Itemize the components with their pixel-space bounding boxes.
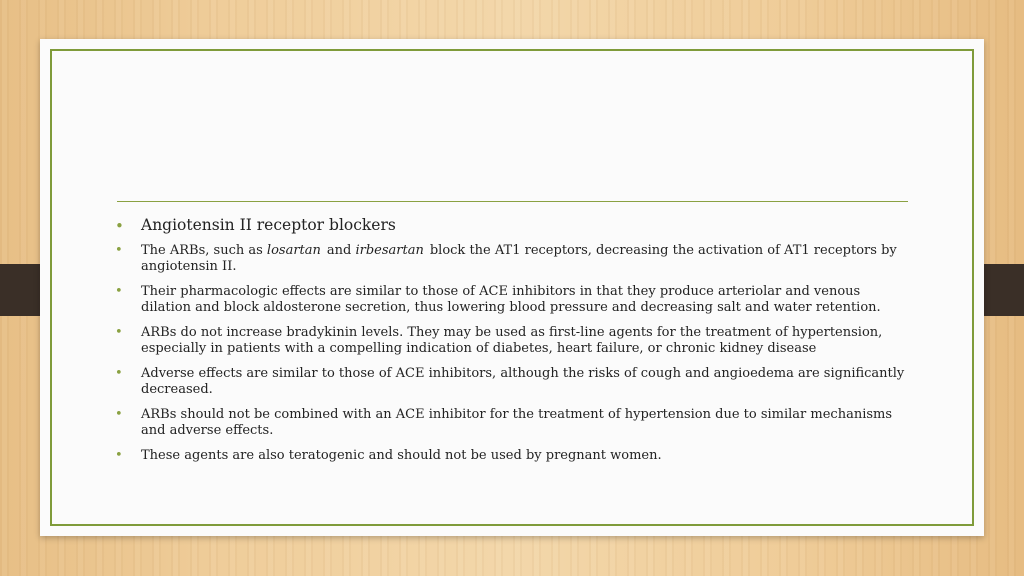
list-item	[113, 407, 913, 439]
list-item-heading	[113, 216, 913, 234]
list-item	[113, 366, 913, 398]
bullet-text: These agents are also teratogenic and should not be used by pregnant women.	[141, 448, 662, 463]
title-divider-line	[117, 201, 908, 202]
list-item	[113, 284, 913, 316]
bullet-list	[113, 216, 913, 473]
list-item	[113, 243, 913, 275]
bullet-text: The ARBs, such as	[141, 243, 267, 258]
bullet-text: and	[326, 243, 356, 258]
list-item	[113, 448, 913, 464]
list-item	[113, 325, 913, 357]
bullet-dot-icon: •	[115, 325, 123, 340]
bullet-dot-icon: •	[115, 448, 123, 463]
bullet-dot-icon: •	[115, 407, 123, 422]
bullet-text: ARBs do not increase bradykinin levels. They may be used as first-line agents for the treatment of hypertension, especially in patients with a compelling indication of diabetes, heart failure, or chronic kidney disease	[141, 325, 883, 356]
bullet-dot-icon: •	[115, 217, 124, 235]
drug-name-irbesartan: irbesartan	[355, 243, 424, 258]
slide-canvas	[40, 39, 984, 536]
section-heading: Angiotensin II receptor blockers	[141, 216, 396, 234]
bullet-dot-icon: •	[115, 243, 123, 258]
bullet-text: ARBs should not be combined with an ACE inhibitor for the treatment of hypertension due to similar mechanisms and adverse effects.	[141, 407, 893, 438]
bullet-dot-icon: •	[115, 366, 123, 381]
bullet-text: Adverse effects are similar to those of ACE inhibitors, although the risks of cough and angioedema are significantly decreased.	[141, 366, 905, 397]
bullet-text: Their pharmacologic effects are similar to those of ACE inhibitors in that they produce arteriolar and venous dilation and block aldosterone secretion, thus lowering blood pressure and decreasing salt and water retention.	[141, 284, 881, 315]
bullet-text: block the AT1 receptors, decreasing the activation of AT1 receptors by angiotensin II.	[141, 243, 897, 274]
bullet-dot-icon: •	[115, 284, 123, 299]
drug-name-losartan: losartan	[266, 243, 321, 258]
